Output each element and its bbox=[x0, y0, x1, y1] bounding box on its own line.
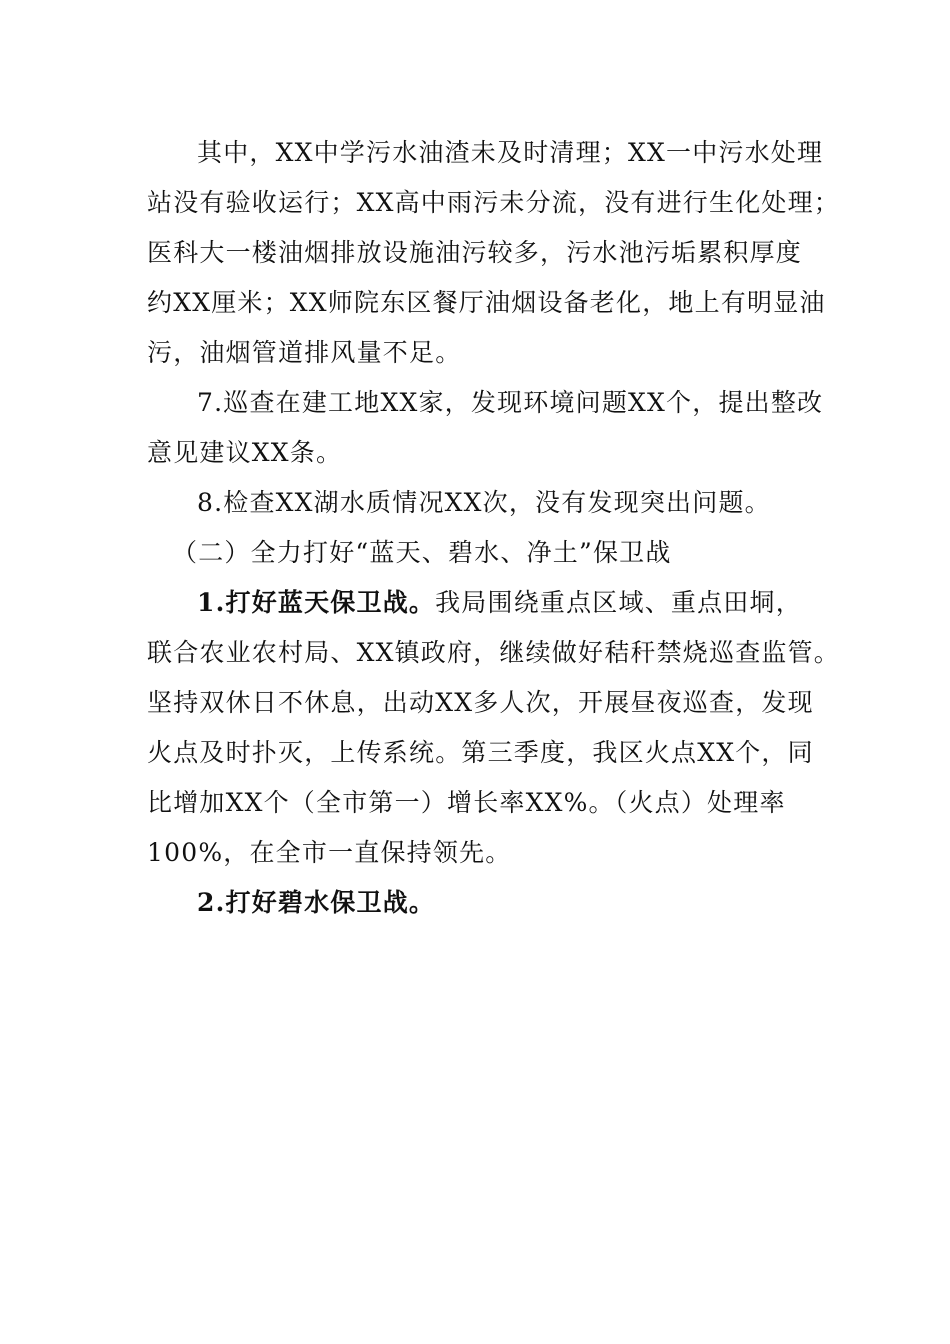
text-line: 比增加XX个（全市第一）增长率XX%。（火点）处理率 bbox=[147, 788, 786, 817]
text-line: 100%，在全市一直保持领先。 bbox=[147, 838, 512, 867]
text-line: 医科大一楼油烟排放设施油污较多，污水池污垢累积厚度 bbox=[147, 238, 803, 267]
text-line: 火点及时扑灭，上传系统。第三季度，我区火点XX个，同 bbox=[147, 738, 814, 767]
text-line: 8.检查XX湖水质情况XX次，没有发现突出问题。 bbox=[197, 488, 771, 517]
document-body bbox=[147, 128, 840, 928]
text-line: 约XX厘米；XX师院东区餐厅油烟设备老化，地上有明显油 bbox=[147, 288, 826, 317]
text-line bbox=[147, 878, 807, 928]
bold-lead: 2.打好碧水保卫战。 bbox=[197, 888, 436, 917]
text-span: 我局围绕重点区域、重点田垌， bbox=[435, 588, 802, 617]
text-line: 意见建议XX条。 bbox=[147, 438, 343, 467]
section-heading: （二）全力打好“蓝天、碧水、净土”保卫战 bbox=[172, 538, 672, 567]
text-line: 7.巡查在建工地XX家，发现环境问题XX个，提出整改 bbox=[197, 388, 824, 417]
text-line bbox=[147, 578, 807, 628]
text-line: 站没有验收运行；XX高中雨污未分流，没有进行生化处理； bbox=[147, 188, 840, 217]
text-line: 联合农业农村局、XX镇政府，继续做好秸秆禁烧巡查监管。 bbox=[147, 638, 840, 667]
paragraph-item-8 bbox=[147, 478, 807, 528]
text-line: 坚持双休日不休息，出动XX多人次，开展昼夜巡查，发现 bbox=[147, 688, 814, 717]
text-line: 其中，XX中学污水油渣未及时清理；XX一中污水处理 bbox=[197, 138, 824, 167]
bold-lead: 1.打好蓝天保卫战。 bbox=[197, 588, 436, 617]
paragraph-blue-sky bbox=[147, 578, 840, 878]
text-line: 污，油烟管道排风量不足。 bbox=[147, 338, 462, 367]
paragraph-item-7 bbox=[147, 378, 824, 478]
paragraph-clear-water bbox=[147, 878, 807, 928]
paragraph-inspection-details bbox=[147, 128, 840, 378]
